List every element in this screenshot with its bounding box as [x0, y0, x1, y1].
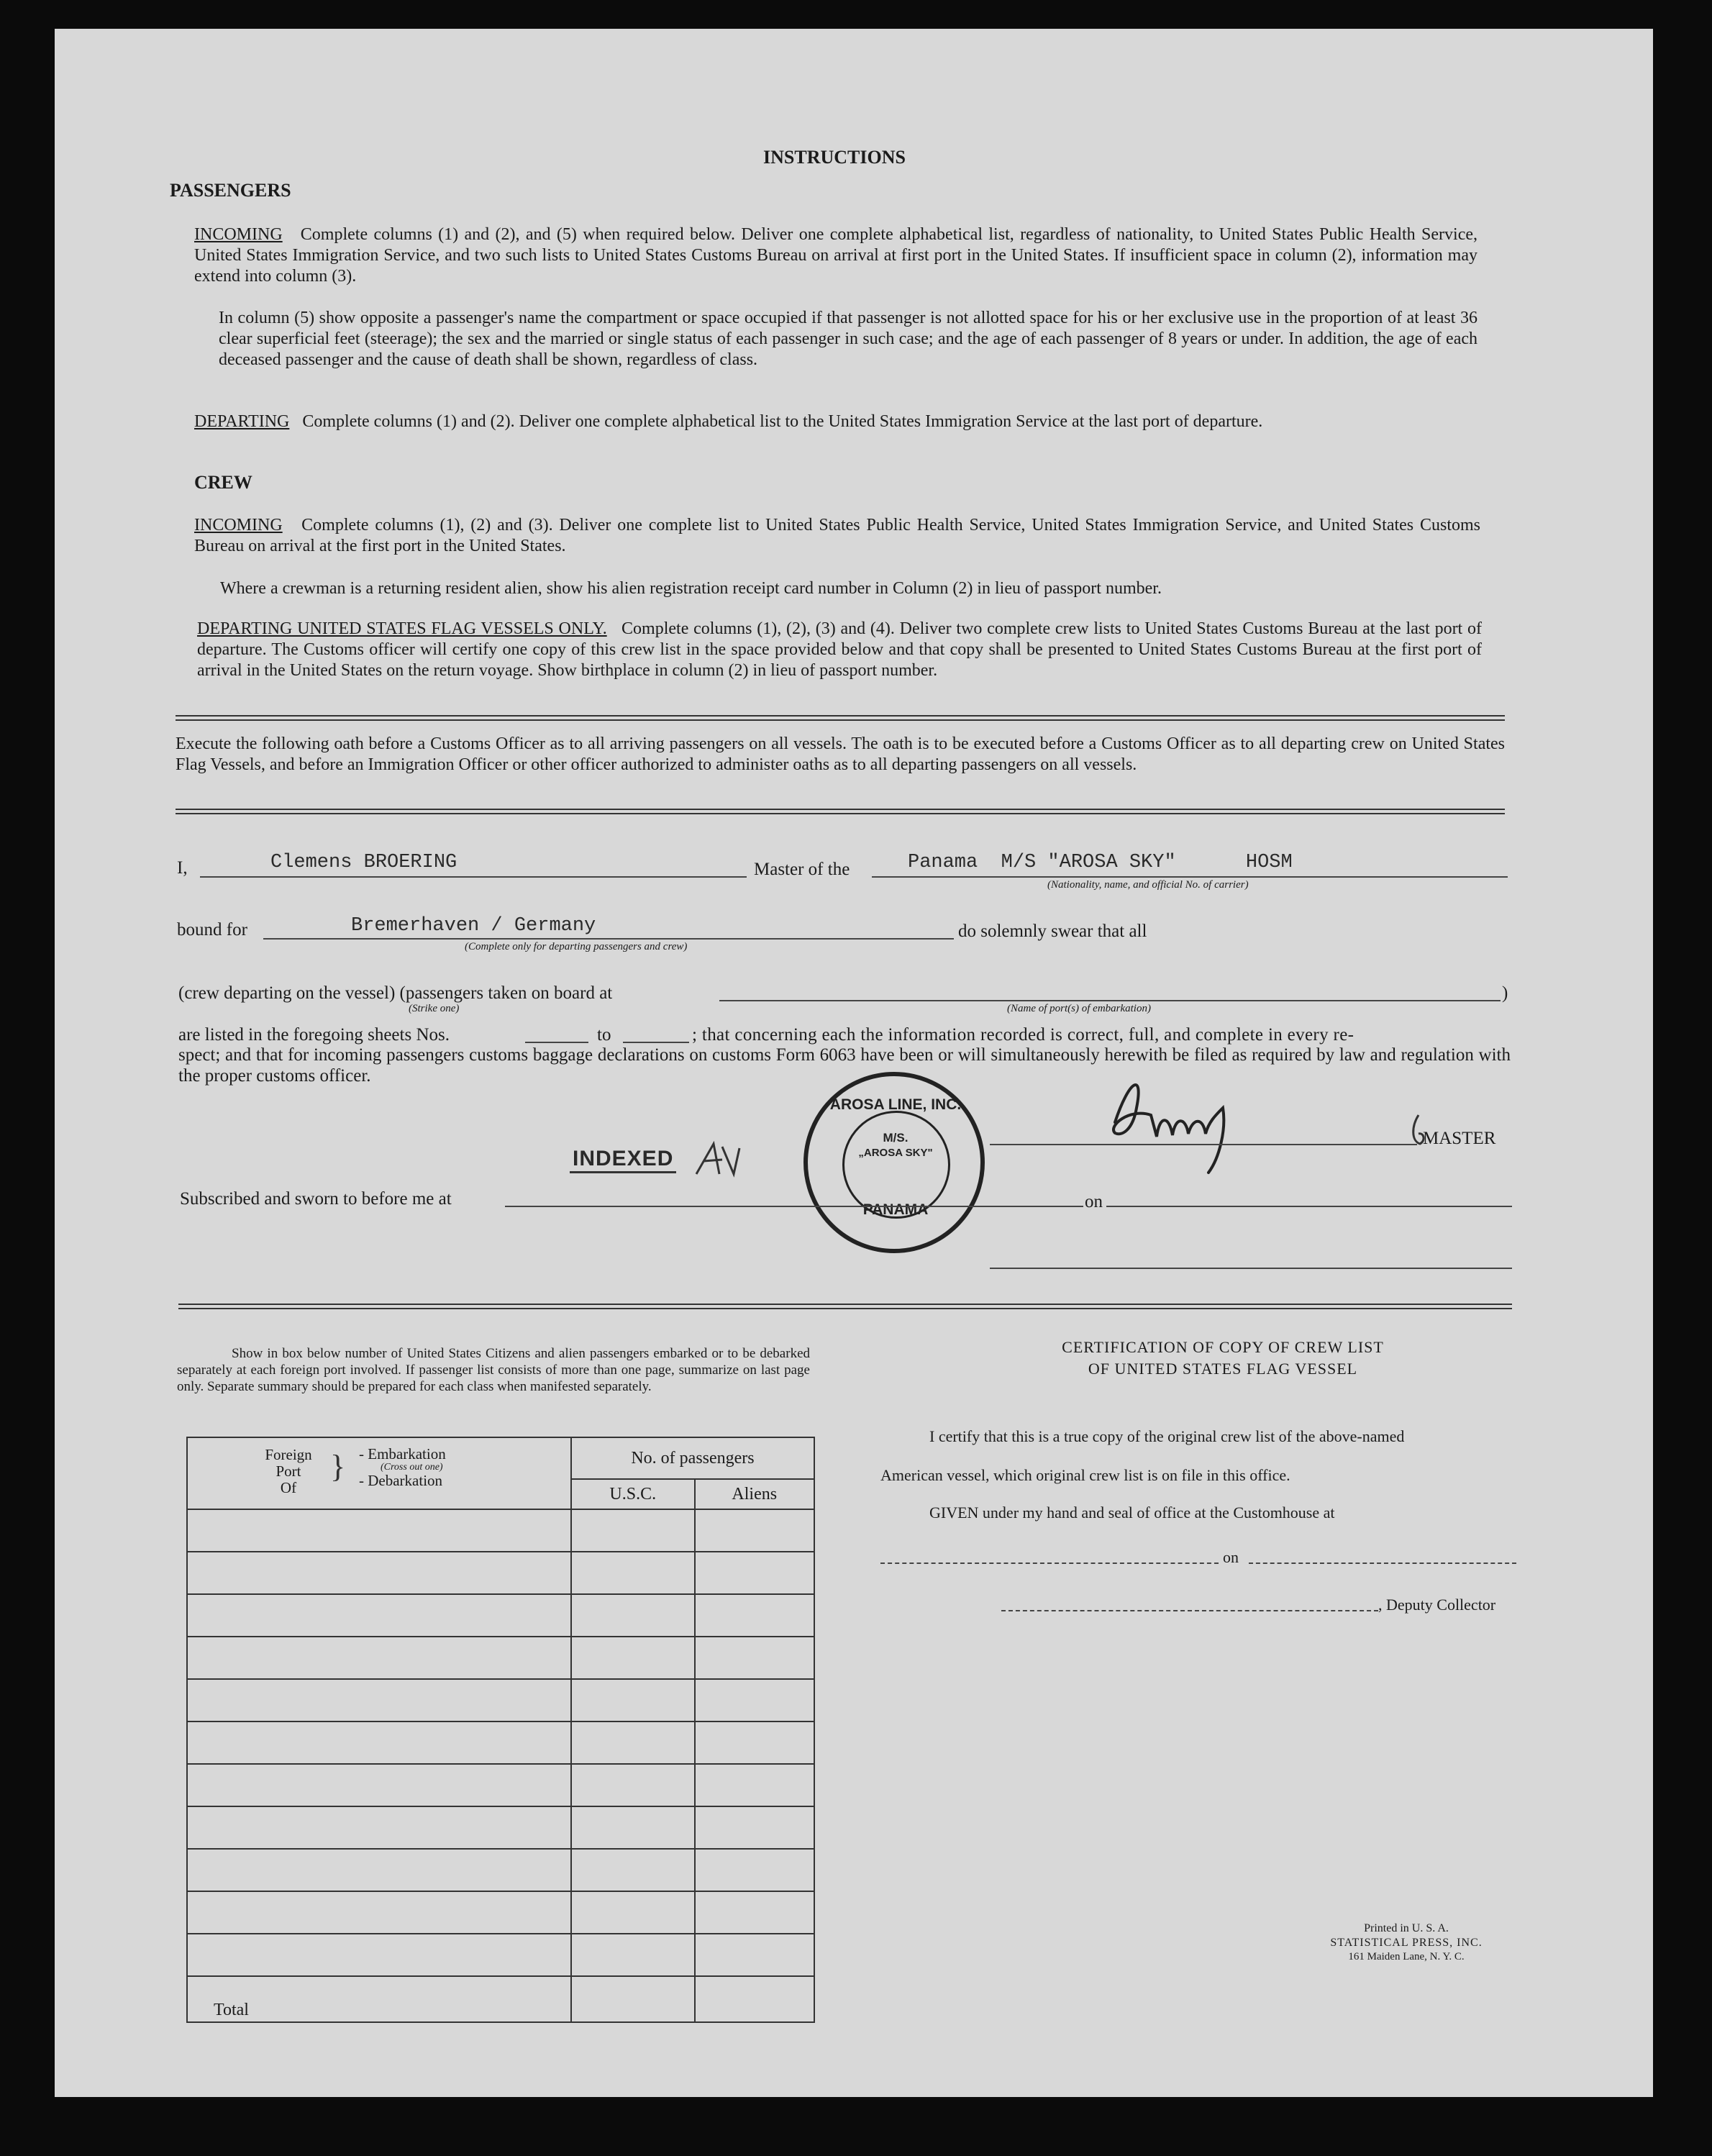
table-row	[187, 1764, 814, 1806]
printer-line-3: 161 Maiden Lane, N. Y. C.	[1348, 1951, 1465, 1962]
section-heading-crew: CREW	[194, 472, 252, 493]
crew-alien-paragraph: Where a crewman is a returning resident alien, show his alien registration receipt card number in Column (2) in lieu of passport number.	[220, 579, 1162, 598]
embarkation-ports-line[interactable]	[719, 1000, 1501, 1001]
certification-title-2: OF UNITED STATES FLAG VESSEL	[1088, 1360, 1358, 1378]
table-row	[187, 1637, 814, 1679]
passengers-departing-label: DEPARTING	[194, 412, 290, 431]
usc-cell[interactable]	[571, 1679, 695, 1721]
header-usc	[571, 1479, 695, 1509]
passengers-incoming-block	[194, 224, 1477, 287]
table-row	[187, 1849, 814, 1891]
embarkation-option[interactable]: - Embarkation	[359, 1445, 446, 1463]
no-passengers-label: No. of passengers	[631, 1448, 755, 1468]
certification-date-line[interactable]	[1249, 1563, 1516, 1564]
col-port-line-2: Port	[276, 1463, 301, 1480]
bound-for-label: bound for	[177, 920, 247, 940]
col-port-line-1: Foreign	[265, 1446, 312, 1463]
crew-incoming-label: INCOMING	[194, 516, 283, 535]
deputy-collector-label: , Deputy Collector	[1378, 1596, 1496, 1614]
master-name-line	[200, 876, 747, 878]
usc-cell[interactable]	[571, 1509, 695, 1552]
total-label-cell	[187, 1976, 571, 2022]
col-port-line-3: Of	[280, 1479, 297, 1496]
vessel-line	[872, 876, 1508, 878]
usc-cell[interactable]	[571, 1934, 695, 1976]
destination-caption: (Complete only for departing passengers and crew)	[465, 941, 688, 952]
usc-cell[interactable]	[571, 1891, 695, 1934]
port-cell[interactable]	[187, 1849, 571, 1891]
master-of-label: Master of the	[754, 860, 850, 879]
strike-caption: (Strike one)	[409, 1003, 460, 1014]
listed-to: to	[597, 1025, 611, 1045]
table-row	[187, 1679, 814, 1721]
table-row	[187, 1721, 814, 1764]
indexed-stamp: INDEXED	[570, 1147, 676, 1173]
page-title: INSTRUCTIONS	[763, 147, 906, 168]
vessel-field[interactable]: Panama M/S "AROSA SKY" HOSM	[908, 852, 1293, 873]
header-no-passengers	[571, 1437, 814, 1479]
crew-passengers-choice: (crew departing on the vessel) (passengers taken on board at	[178, 983, 613, 1003]
master-signature	[1101, 1065, 1266, 1180]
passengers-incoming-text: Complete columns (1) and (2), and (5) when required below. Deliver one complete alphabetical list, regardless of nationality, to United States Public Health Service, United States Immigration Service, and two such lists to United States Customs Bureau on arrival at first port in the United States. If insufficient space in column (2), information may extend into column (3).	[194, 225, 1478, 286]
vessel-caption: (Nationality, name, and official No. of carrier)	[1047, 879, 1249, 891]
aliens-cell[interactable]	[695, 1594, 814, 1637]
port-cell[interactable]	[187, 1679, 571, 1721]
aliens-cell[interactable]	[695, 1637, 814, 1679]
passenger-summary-table	[186, 1437, 815, 2023]
port-cell[interactable]	[187, 1891, 571, 1934]
printer-line-1: Printed in U. S. A.	[1364, 1922, 1449, 1934]
crew-flag-label: DEPARTING UNITED STATES FLAG VESSELS ONLY.	[197, 619, 607, 638]
usc-cell[interactable]	[571, 1594, 695, 1637]
seal-ring-text: AROSA LINE, INC.	[829, 1096, 962, 1113]
total-aliens-cell[interactable]	[695, 1976, 814, 2022]
subscribed-on-label: on	[1085, 1192, 1103, 1211]
passengers-departing-block	[194, 411, 1477, 432]
destination-line	[263, 938, 954, 940]
aliens-cell[interactable]	[695, 1679, 814, 1721]
port-cell[interactable]	[187, 1594, 571, 1637]
aliens-cell[interactable]	[695, 1849, 814, 1891]
seal-center-line-1: M/S.	[883, 1131, 909, 1145]
total-row	[187, 1976, 814, 2022]
cross-out-caption: (Cross out one)	[381, 1462, 443, 1473]
usc-cell[interactable]	[571, 1637, 695, 1679]
aliens-cell[interactable]	[695, 1891, 814, 1934]
usc-cell[interactable]	[571, 1721, 695, 1764]
table-header-row	[187, 1437, 814, 1479]
total-label: Total	[214, 2001, 249, 2019]
aliens-cell[interactable]	[695, 1934, 814, 1976]
close-paren: )	[1502, 983, 1508, 1003]
divider	[176, 809, 1505, 814]
header-aliens	[695, 1479, 814, 1509]
section-heading-passengers: PASSENGERS	[170, 180, 291, 201]
aliens-cell[interactable]	[695, 1552, 814, 1594]
passengers-departing-text: Complete columns (1) and (2). Deliver one complete alphabetical list to the United States Immigration Service at the last port of departure.	[302, 412, 1263, 431]
aliens-cell[interactable]	[695, 1509, 814, 1552]
summary-instructions: Show in box below number of United States Citizens and alien passengers embarked or to be debarked separately at each foreign port involved. If passenger list consists of more than one page, summarize on last page only. Separate summary should be prepared for each class when manifested separately.	[177, 1346, 810, 1394]
seal-center-line-2: „AROSA SKY"	[858, 1147, 933, 1159]
deputy-signature-line[interactable]	[1001, 1610, 1378, 1611]
table-row	[187, 1509, 814, 1552]
port-cell[interactable]	[187, 1509, 571, 1552]
initials-mark	[693, 1140, 744, 1180]
printer-line-2: STATISTICAL PRESS, INC.	[1330, 1937, 1483, 1949]
aliens-cell[interactable]	[695, 1721, 814, 1764]
crew-flag-text: Complete columns (1), (2), (3) and (4). Deliver two complete crew lists to United States Customs Bureau at the last port of departure. The Customs officer will certify one copy of this crew list in the space provided below and that copy shall be presented to United States Customs Bureau at the first port of arrival in the United States on the return voyage. Show birthplace in column (2) in lieu of passport number.	[197, 619, 1482, 680]
given-line: GIVEN under my hand and seal of office at the Customhouse at	[929, 1504, 1335, 1522]
header-port-cell	[187, 1437, 571, 1509]
port-cell[interactable]	[187, 1934, 571, 1976]
listed-text-cont: ; that concerning each the information recorded is correct, full, and complete in every re-	[692, 1025, 1354, 1045]
subscribed-label: Subscribed and sworn to before me at	[180, 1189, 452, 1209]
usc-cell[interactable]	[571, 1849, 695, 1891]
crew-incoming-block	[194, 515, 1480, 557]
subscribed-place-line[interactable]	[505, 1206, 1083, 1207]
customhouse-place-line[interactable]	[880, 1563, 1219, 1564]
listed-text: are listed in the foregoing sheets Nos.	[178, 1025, 450, 1045]
table-row	[187, 1594, 814, 1637]
destination-field[interactable]: Bremerhaven / Germany	[351, 915, 596, 937]
subscribed-date-line[interactable]	[1106, 1206, 1512, 1207]
port-cell[interactable]	[187, 1806, 571, 1849]
usc-cell[interactable]	[571, 1806, 695, 1849]
port-cell[interactable]	[187, 1721, 571, 1764]
usc-cell[interactable]	[571, 1764, 695, 1806]
crew-flag-vessels-block	[197, 619, 1482, 681]
passengers-column5-paragraph: In column (5) show opposite a passenger's name the compartment or space occupied if that passenger is not allotted space for his or her exclusive use in the proportion of at least 36 clear superficial feet (steerage); the sex and the married or single status of each passenger in such case; and the age of each passenger of 8 years or under. In addition, the age of each deceased passenger and the cause of death shall be shown, regardless of class.	[219, 309, 1477, 369]
seal-bottom-text: PANAMA	[862, 1201, 929, 1218]
swear-text: do solemnly swear that all	[958, 922, 1147, 941]
certify-line-1: I certify that this is a true copy of the original crew list of the above-named	[929, 1427, 1405, 1445]
aliens-label: Aliens	[732, 1484, 778, 1504]
table-row	[187, 1891, 814, 1934]
divider	[178, 1304, 1512, 1309]
aliens-cell[interactable]	[695, 1806, 814, 1849]
port-cell[interactable]	[187, 1552, 571, 1594]
port-cell[interactable]	[187, 1637, 571, 1679]
aliens-cell[interactable]	[695, 1764, 814, 1806]
oath-intro-paragraph: Execute the following oath before a Customs Officer as to all arriving passengers on all vessels. The oath is to be executed before a Customs Officer as to all departing crew on United States Flag Vessels, and before an Immigration Officer or other officer authorized to administer oaths as to all departing passengers on all vessels.	[176, 734, 1505, 774]
total-usc-cell[interactable]	[571, 1976, 695, 2022]
sheets-to-line[interactable]	[623, 1042, 689, 1043]
port-cell[interactable]	[187, 1764, 571, 1806]
table-row	[187, 1934, 814, 1976]
oath-i-label: I,	[177, 858, 188, 878]
officer-signature-line[interactable]	[990, 1268, 1512, 1269]
ports-caption: (Name of port(s) of embarkation)	[1007, 1003, 1151, 1014]
master-label: MASTER	[1423, 1129, 1496, 1148]
table-row	[187, 1552, 814, 1594]
debarkation-option[interactable]: - Debarkation	[359, 1472, 443, 1489]
divider	[176, 715, 1505, 721]
passengers-incoming-label: INCOMING	[194, 225, 283, 244]
crew-incoming-text: Complete columns (1), (2) and (3). Deliver one complete list to United States Public Health Service, United States Immigration Service, and United States Customs Bureau on arrival at the first port in the United States.	[194, 516, 1480, 555]
certification-title-1: CERTIFICATION OF COPY OF CREW LIST	[1062, 1338, 1384, 1356]
sheets-from-line[interactable]	[525, 1042, 588, 1043]
table-row	[187, 1806, 814, 1849]
usc-cell[interactable]	[571, 1552, 695, 1594]
brace-icon: }	[330, 1449, 346, 1484]
certification-on-label: on	[1223, 1548, 1239, 1566]
usc-label: U.S.C.	[609, 1484, 657, 1504]
master-signature-line[interactable]	[990, 1144, 1417, 1145]
listed-text-respect: spect; and that for incoming passengers customs baggage declarations on customs Form 6063 have been or will simultaneously herewith be filed as required by law and regulation with the proper customs officer.	[178, 1045, 1511, 1086]
certify-line-2: American vessel, which original crew list is on file in this office.	[880, 1466, 1290, 1484]
master-name-field[interactable]: Clemens BROERING	[270, 852, 457, 873]
